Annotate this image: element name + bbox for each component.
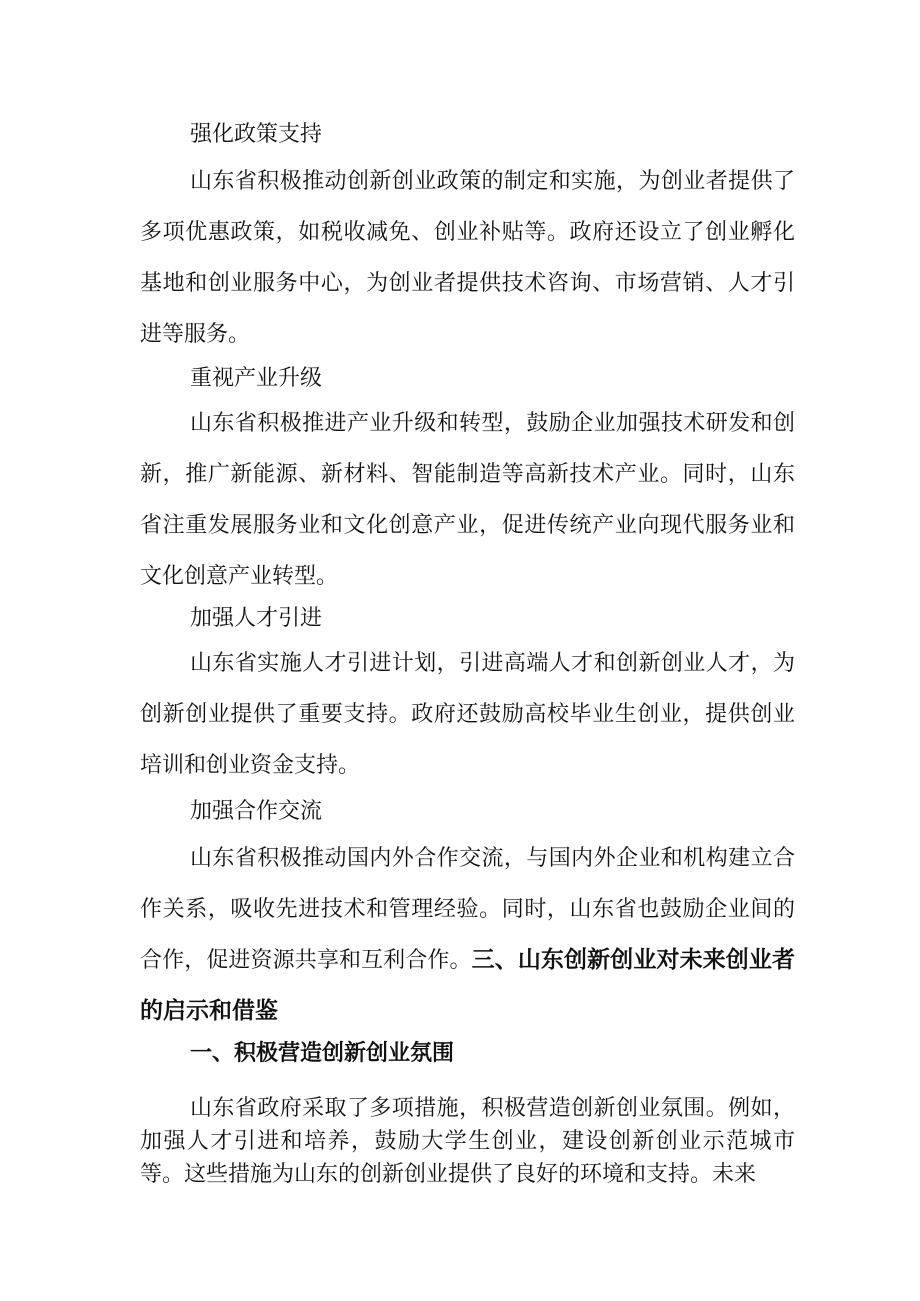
section-paragraph-cooperation [140,833,795,1037]
paragraph-body: 山东省积极推动国内外合作交流，与国内外企业和机构建立合作关系，吸收先进技术和管理经验。同时，山东省也鼓励企业间的合作，促进资源共享和互利合作。 [140,846,795,973]
chapter-heading: 三、山东创新创业对未来创业者的启示和借鉴 [140,947,795,1024]
paragraph-text: 山东省实施人才引进计划，引进高端人才和创新创业人才，为创新创业提供了重要支持。政府还鼓励高校毕业生创业，提供创业培训和创业资金支持。 [140,651,795,778]
section-heading-cooperation: 加强合作交流 [190,799,323,824]
paragraph-text [140,833,795,1037]
section-paragraph-industry [140,398,795,602]
paragraph-text: 山东省积极推动创新创业政策的制定和实施，为创业者提供了多项优惠政策，如税收减免、创业补贴等。政府还设立了创业孵化基地和创业服务中心，为创业者提供技术咨询、市场营销、人才引进等服务。 [140,169,795,347]
section-paragraph-policy [140,156,795,360]
paragraph-text: 山东省政府采取了多项措施，积极营造创新创业氛围。例如，加强人才引进和培养，鼓励大学生创业，建设创新创业示范城市等。这些措施为山东的创新创业提供了良好的环境和支持。未来 [140,1096,795,1187]
section-heading-industry: 重视产业升级 [190,366,323,391]
section-heading-talent: 加强人才引进 [190,606,323,631]
section-heading-policy: 强化政策支持 [190,122,323,147]
subsection-heading: 一、积极营造创新创业氛围 [190,1041,455,1066]
subsection-paragraph [140,1092,795,1191]
section-paragraph-talent [140,638,795,791]
paragraph-text: 山东省积极推进产业升级和转型，鼓励企业加强技术研发和创新，推广新能源、新材料、智能制造等高新技术产业。同时，山东省注重发展服务业和文化创意产业，促进传统产业向现代服务业和文化创意产业转型。 [140,411,795,589]
